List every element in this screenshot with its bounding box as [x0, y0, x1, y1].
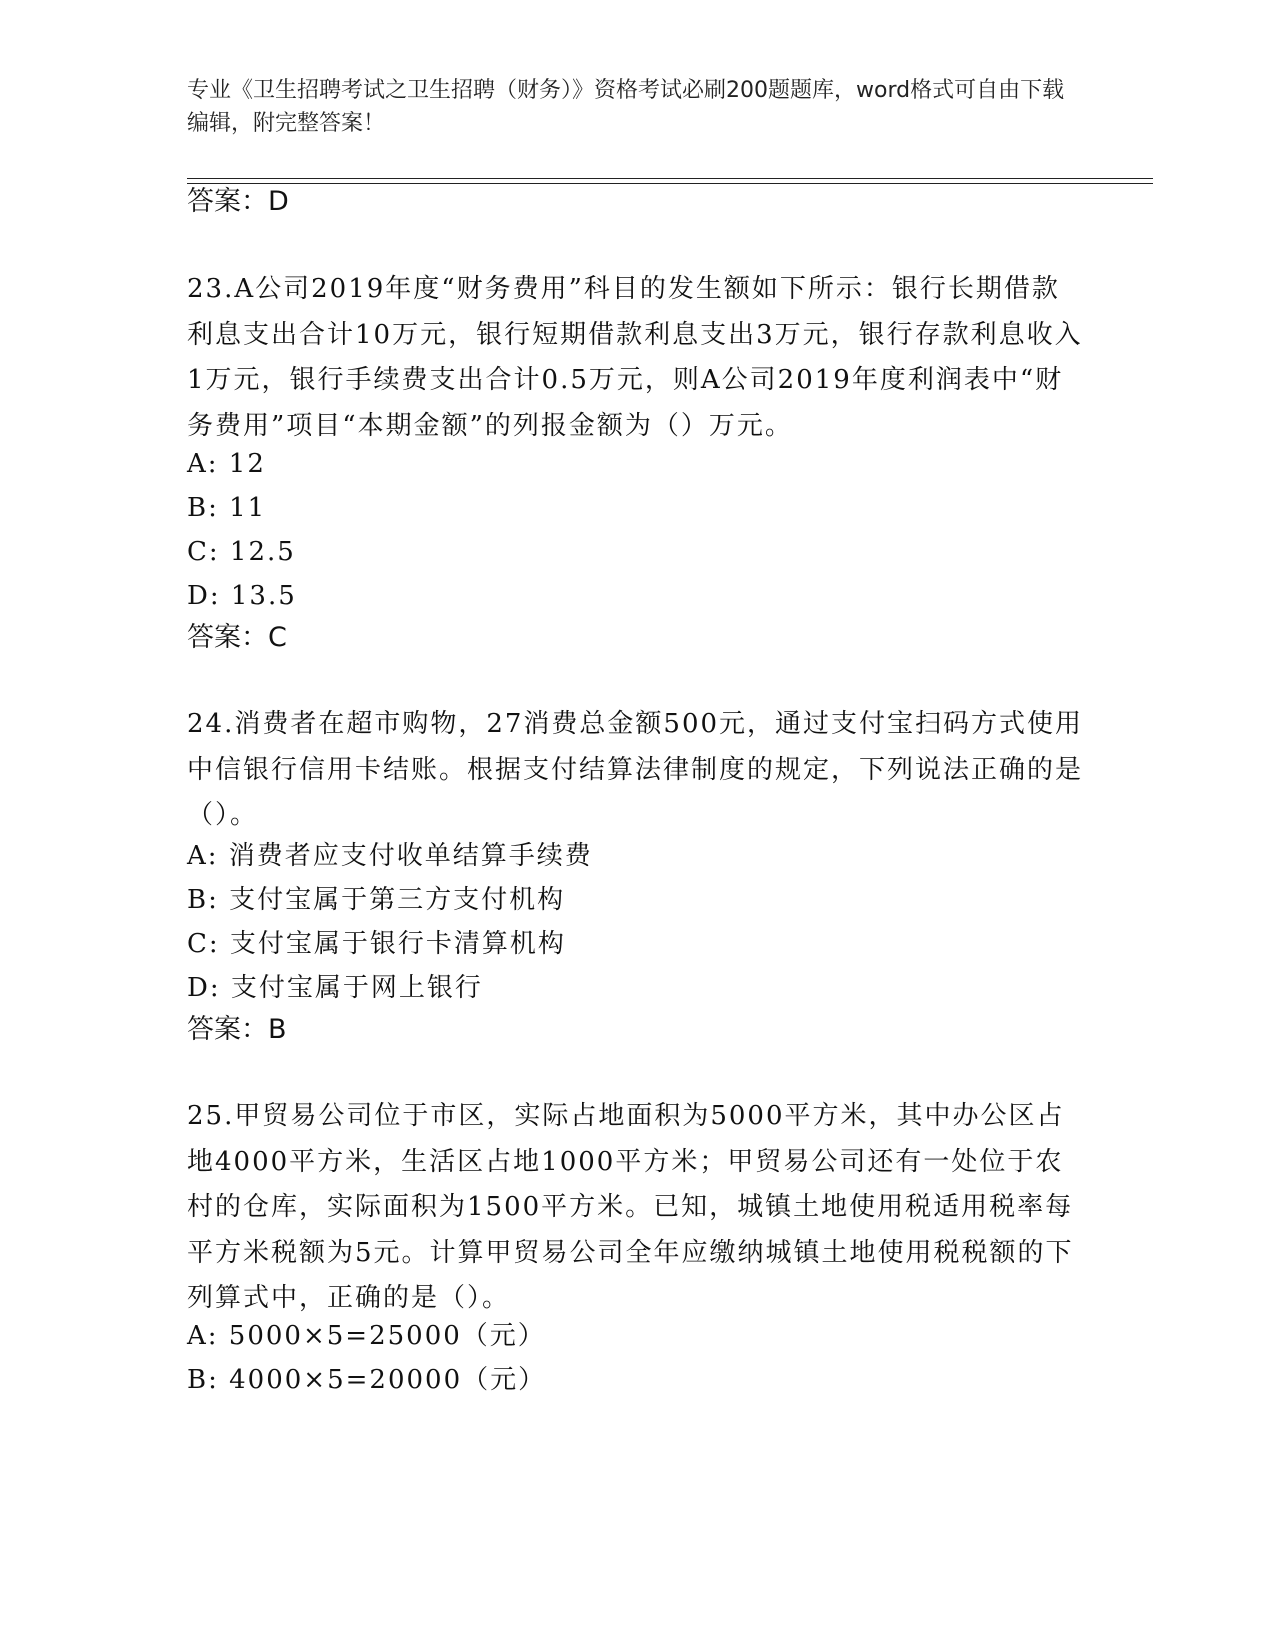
option-a: A: 消费者应支付收单结算手续费	[187, 841, 593, 871]
header-rule-top	[187, 178, 1153, 179]
question-text: 24.消费者在超市购物，27消费总金额500元，通过支付宝扫码方式使用中信银行信用卡结账。根据支付结算法律制度的规定，下列说法正确的是（）。	[187, 709, 1084, 830]
option-a: A: 5000×5=25000（元）	[187, 1321, 546, 1351]
option-a: A: 12	[187, 449, 266, 479]
header-rule-bottom	[187, 183, 1153, 184]
option-d: D: 支付宝属于网上银行	[187, 973, 483, 1003]
option-c: C: 支付宝属于银行卡清算机构	[187, 929, 566, 959]
question-text: 25.甲贸易公司位于市区，实际占地面积为5000平方米，其中办公区占地4000平方米，生活区占地1000平方米；甲贸易公司还有一处位于农村的仓库，实际面积为1500平方米。已知，城镇土地使用税适用税率每平方米税额为5元。计算甲贸易公司全年应缴纳城镇土地使用税税额的下列算式中，正确的是（）。	[187, 1101, 1074, 1313]
document-header: 专业《卫生招聘考试之卫生招聘（财务）》资格考试必刷200题题库，word格式可自由下载编辑，附完整答案！	[187, 78, 1065, 136]
option-c: C: 12.5	[187, 537, 296, 567]
question-text: 23.A公司2019年度“财务费用”科目的发生额如下所示：银行长期借款利息支出合计10万元，银行短期借款利息支出3万元，银行存款利息收入1万元，银行手续费支出合计0.5万元，则A公司2019年度利润表中“财务费用”项目“本期金额”的列报金额为（）万元。	[187, 274, 1083, 441]
option-b: B: 11	[187, 493, 267, 523]
answer-label: 答案：D	[187, 186, 289, 217]
answer-label: 答案：B	[187, 1014, 287, 1045]
answer-label: 答案：C	[187, 622, 287, 653]
option-b: B: 支付宝属于第三方支付机构	[187, 885, 566, 915]
option-d: D: 13.5	[187, 581, 297, 611]
option-b: B: 4000×5=20000（元）	[187, 1365, 547, 1395]
